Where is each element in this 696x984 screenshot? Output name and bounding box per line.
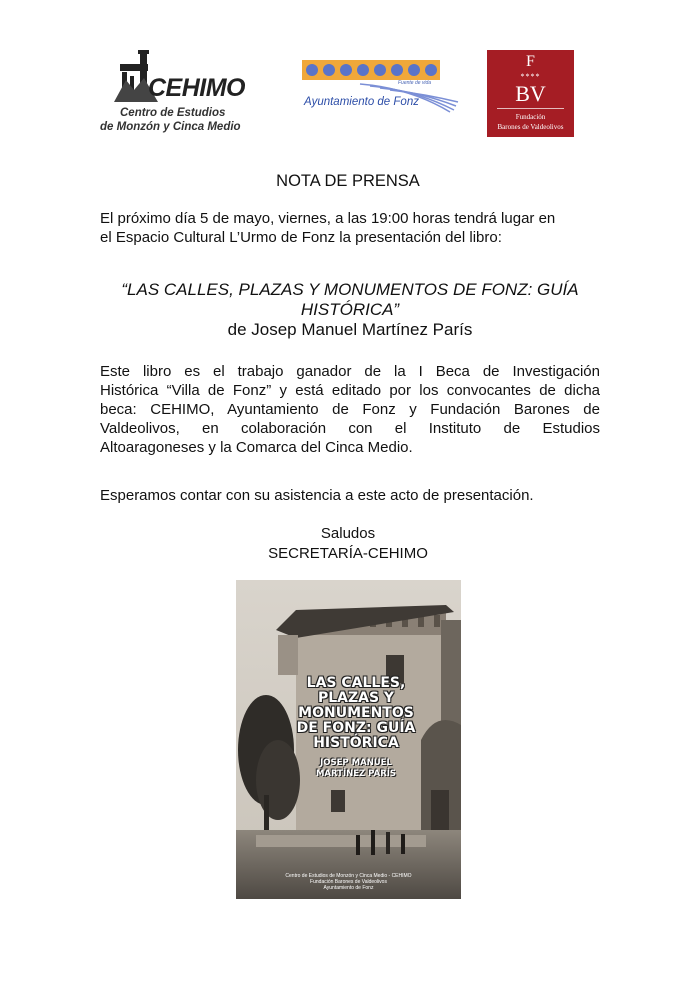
cover-publisher-line: Ayuntamiento de Fonz (323, 885, 374, 891)
cover-title-line: PLAZAS Y (317, 690, 395, 706)
fundacion-logo-f: F (526, 53, 535, 70)
cover-author-line: MARTÍNEZ PARÍS (315, 769, 397, 779)
cover-title-line: HISTÓRICA (313, 735, 399, 751)
ayuntamiento-tagline: Fuente de vida (398, 80, 432, 86)
ayuntamiento-name: Ayuntamiento de Fonz (304, 96, 419, 108)
invitation-text: Esperamos contar con su asistencia a este acto de presentación. (100, 487, 534, 504)
ayuntamiento-logo (300, 58, 460, 113)
cover-author (281, 758, 431, 780)
cover-publisher-line: Centro de Estudios de Monzón y Cinca Medio - CEHIMO (285, 873, 412, 879)
intro-line: el Espacio Cultural L’Urmo de Fonz la presentación del libro: (100, 229, 502, 246)
closing-greeting: Saludos (320, 525, 376, 542)
book-title-block (100, 280, 600, 340)
body-paragraph (100, 362, 600, 457)
closing-block (0, 524, 696, 564)
fundacion-logo (487, 50, 574, 137)
cover-publishers (246, 873, 451, 891)
body-line: Histórica “Villa de Fonz” y está editado por los convocantes de dicha (100, 382, 600, 399)
cehimo-logo (100, 50, 275, 135)
cover-title-line: MONUMENTOS (298, 705, 414, 721)
book-author: de Josep Manuel Martínez París (227, 320, 473, 339)
cehimo-subtitle-line2: de Monzón y Cinca Medio (100, 121, 241, 133)
body-line: Valdeolivos, en colaboración con el Instituto de Estudios (100, 420, 600, 437)
cover-title-line: DE FONZ: GUÍA (296, 720, 416, 736)
press-release-heading: NOTA DE PRENSA (276, 172, 420, 190)
fundacion-logo-line2: Barones de Valdeolivos (497, 123, 564, 131)
cover-author-line: JOSEP MANUEL (320, 758, 392, 768)
closing-signature: SECRETARÍA-CEHIMO (268, 545, 428, 562)
fundacion-logo-line1: Fundación (515, 113, 546, 121)
cover-publisher-line: Fundación Barones de Valdeolivos (310, 879, 387, 885)
fundacion-logo-stars: **** (520, 72, 541, 81)
cehimo-subtitle-line1: Centro de Estudios (120, 107, 226, 119)
book-title-line1: “LAS CALLES, PLAZAS Y MONUMENTOS DE FONZ: GUÍA (121, 280, 579, 299)
book-cover-image (236, 580, 461, 899)
book-title-line2: HISTÓRICA” (300, 300, 400, 319)
cehimo-wordmark: CEHIMO (148, 74, 245, 102)
body-line: beca: CEHIMO, Ayuntamiento de Fonz y Fundación Barones de (100, 401, 600, 418)
body-line: Altoaragoneses y la Comarca del Cinca Medio. (100, 439, 413, 456)
cover-title-line: LAS CALLES, (306, 675, 406, 691)
fundacion-logo-divider (497, 108, 564, 109)
intro-line: El próximo día 5 de mayo, viernes, a las 19:00 horas tendrá lugar en (100, 210, 556, 227)
body-line: Este libro es el trabajo ganador de la I Beca de Investigación (100, 363, 600, 380)
fundacion-logo-bv: BV (515, 81, 546, 106)
intro-paragraph (100, 209, 600, 247)
cover-title (281, 676, 431, 751)
